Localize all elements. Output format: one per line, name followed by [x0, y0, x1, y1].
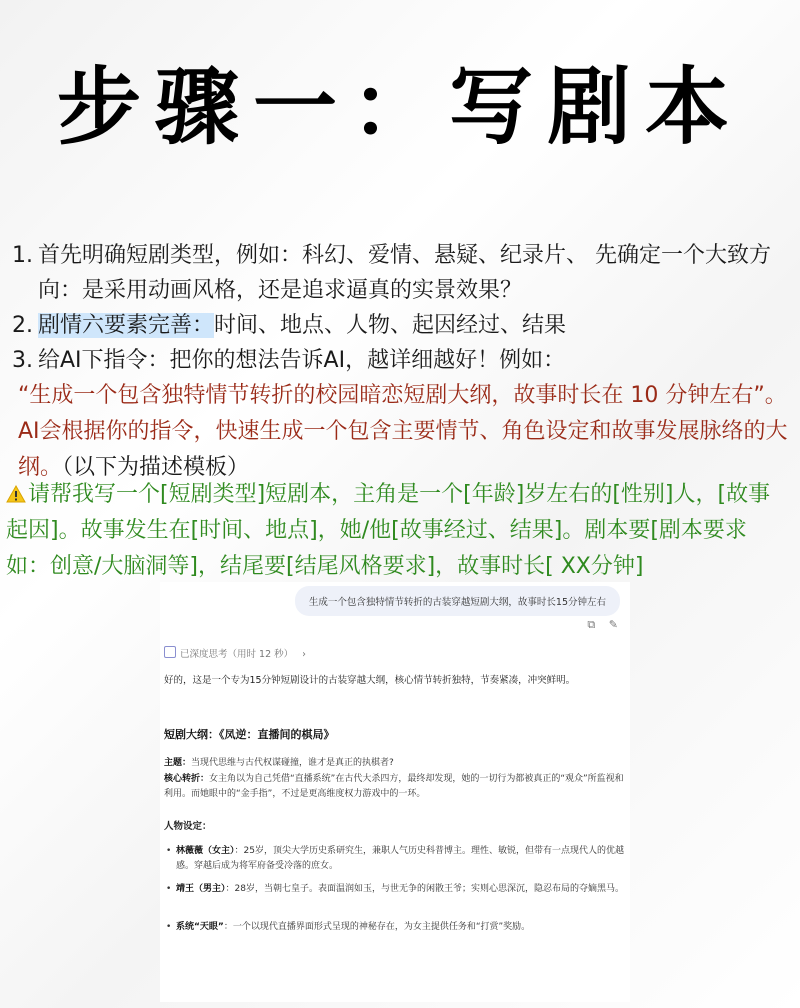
page-title: 步骤一：写剧本: [56, 58, 743, 156]
thinking-icon: [164, 646, 176, 658]
step-highlight: 剧情六要素完善：: [38, 313, 215, 338]
character-name: 系统“天眼”: [176, 922, 224, 932]
thinking-text: 已深度思考（用时 12 秒）: [180, 649, 294, 660]
twist-field: [164, 772, 624, 802]
step-number: 2.: [12, 313, 33, 338]
step-3: [12, 343, 788, 378]
character-item: [164, 920, 636, 935]
step-text: 首先明确短剧类型，例如：科幻、爱情、悬疑、纪录片、 先确定一个大致方向：是采用动画风格，还是追求逼真的实景效果？: [38, 243, 771, 303]
bubble-actions: [577, 618, 618, 632]
reply-intro: 好的，这是一个专为15分钟短剧设计的古装穿越大纲，核心情节转折独特，节奏紧凑，冲突鲜明。: [164, 675, 576, 686]
example-paragraph: [12, 378, 788, 486]
outline-title: 短剧大纲：《凤逆：直播间的棋局》: [164, 728, 335, 741]
character-item: [164, 844, 636, 874]
theme-label: 主题：: [164, 758, 192, 768]
character-desc: ：一个以现代直播界面形式呈现的神秘存在，为女主提供任务和“打赏”奖励。: [223, 922, 531, 932]
copy-icon[interactable]: ⧉: [587, 618, 596, 631]
character-name: 靖王（男主）: [176, 884, 226, 894]
twist-text: 女主角以为自己凭借“直播系统”在古代大杀四方，最终却发现，她的一切行为都被真正的“观众”所监视和利用。而她眼中的“金手指”，不过是更高维度权力游戏中的一环。: [164, 774, 624, 799]
character-desc: ：28岁，当朝七皇子。表面温润如玉，与世无争的闲散王爷；实则心思深沉，隐忍布局的夺嫡黑马。: [225, 884, 624, 894]
step-text: 给AI下指令：把你的想法告诉AI，越详细越好！例如：: [38, 348, 566, 373]
step-number: 1.: [12, 243, 33, 268]
thinking-status[interactable]: [164, 646, 306, 660]
example-note: （以下为描述模板）: [62, 455, 250, 480]
theme-text: 当现代思维与古代权谋碰撞，谁才是真正的执棋者?: [191, 758, 394, 768]
step-text: 时间、地点、人物、起因经过、结果: [214, 313, 567, 338]
chat-screenshot: [160, 582, 630, 1002]
edit-icon[interactable]: ✎: [608, 618, 618, 631]
example-red-text: “生成一个包含独特情节转折的校园暗恋短剧大纲，故事时长在 10 分钟左右”。AI会根据你的指令，快速生成一个包含主要情节、角色设定和故事发展脉络的大纲。: [18, 383, 788, 480]
twist-label: 核心转折：: [164, 774, 210, 784]
chevron-right-icon: ›: [302, 649, 306, 660]
character-desc: ：25岁，顶尖大学历史系研究生，兼职人气历史科普博主。理性、敏锐，但带有一点现代人的优越感。穿越后成为将军府备受冷落的庶女。: [176, 846, 624, 871]
character-item: [164, 882, 636, 897]
steps-list: [12, 238, 788, 486]
template-paragraph: [6, 477, 790, 585]
character-name: 林薇薇（女主）: [176, 846, 235, 856]
step-number: 3.: [12, 348, 33, 373]
template-text: 请帮我写一个[短剧类型]短剧本，主角是一个[年龄]岁左右的[性别]人，[故事起因]。故事发生在[时间、地点]，她/他[故事经过、结果]。剧本要[剧本要求如：创意/大脑洞等]，结尾要[结尾风格要求]，故事时长[ XX分钟]: [6, 482, 771, 579]
warning-icon: [6, 485, 26, 503]
user-prompt-bubble: 生成一个包含独特情节转折的古装穿越短剧大纲，故事时长15分钟左右: [295, 586, 620, 616]
step-1: [12, 238, 788, 308]
step-2: [12, 308, 788, 343]
characters-label: 人物设定：: [164, 821, 212, 832]
theme-field: [164, 756, 624, 771]
